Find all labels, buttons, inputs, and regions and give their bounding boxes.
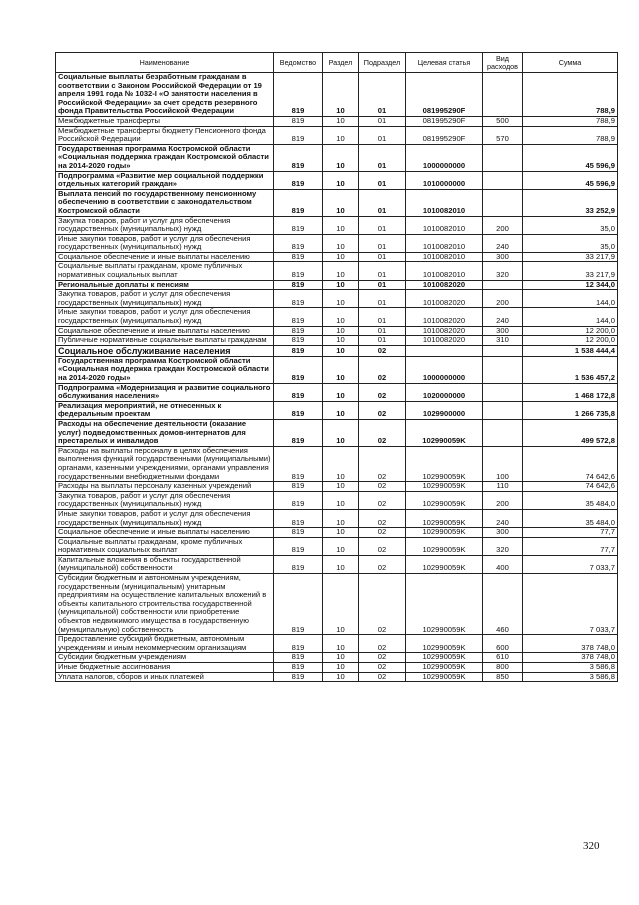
- cell-dept: 819: [274, 144, 323, 171]
- cell-dept: 819: [274, 290, 323, 308]
- cell-subsection: 02: [359, 383, 406, 401]
- cell-kind: [483, 280, 523, 290]
- cell-section: 10: [323, 356, 359, 383]
- cell-dept: 819: [274, 116, 323, 126]
- cell-subsection: 01: [359, 216, 406, 234]
- cell-subsection: 02: [359, 401, 406, 419]
- cell-target: 1010082010: [406, 216, 483, 234]
- cell-name: Межбюджетные трансферты бюджету Пенсионного фонда Российской Федерации: [56, 126, 274, 144]
- table-header-row: [56, 53, 618, 73]
- cell-name: Публичные нормативные социальные выплаты гражданам: [56, 336, 274, 346]
- cell-section: 10: [323, 280, 359, 290]
- cell-dept: 819: [274, 401, 323, 419]
- cell-kind: [483, 401, 523, 419]
- cell-section: 10: [323, 308, 359, 326]
- cell-dept: 819: [274, 326, 323, 336]
- cell-subsection: 02: [359, 663, 406, 673]
- cell-subsection: 01: [359, 326, 406, 336]
- cell-kind: 610: [483, 653, 523, 663]
- cell-name: Капитальные вложения в объекты государственной (муниципальной) собственности: [56, 555, 274, 573]
- cell-sum: 499 572,8: [523, 419, 618, 446]
- cell-section: 10: [323, 336, 359, 346]
- cell-subsection: 02: [359, 574, 406, 635]
- cell-section: 10: [323, 635, 359, 653]
- table-body: [56, 73, 618, 682]
- cell-name: Иные бюджетные ассигнования: [56, 663, 274, 673]
- table-row: [56, 383, 618, 401]
- cell-sum: 35,0: [523, 234, 618, 252]
- cell-sum: 1 536 457,2: [523, 356, 618, 383]
- table-row: [56, 308, 618, 326]
- cell-kind: 240: [483, 234, 523, 252]
- cell-target: 081995290F: [406, 126, 483, 144]
- cell-name: Выплата пенсий по государственному пенсионному обеспечению в соответствии с законодательством Костромской области: [56, 189, 274, 216]
- cell-subsection: 01: [359, 171, 406, 189]
- cell-name: Реализация мероприятий, не отнесенных к федеральным проектам: [56, 401, 274, 419]
- table-row: [56, 509, 618, 527]
- cell-kind: 100: [483, 446, 523, 481]
- cell-dept: 819: [274, 234, 323, 252]
- cell-target: 1000000000: [406, 356, 483, 383]
- cell-sum: 7 033,7: [523, 574, 618, 635]
- cell-dept: 819: [274, 528, 323, 538]
- table-row: [56, 401, 618, 419]
- cell-kind: 110: [483, 482, 523, 492]
- cell-section: 10: [323, 528, 359, 538]
- cell-name: Социальное обеспечение и иные выплаты населению: [56, 528, 274, 538]
- cell-subsection: 01: [359, 252, 406, 262]
- cell-dept: 819: [274, 216, 323, 234]
- cell-dept: 819: [274, 252, 323, 262]
- cell-name: Социальное обеспечение и иные выплаты населению: [56, 326, 274, 336]
- table-row: [56, 290, 618, 308]
- cell-dept: 819: [274, 555, 323, 573]
- cell-name: Иные закупки товаров, работ и услуг для обеспечения государственных (муниципальных) нужд: [56, 234, 274, 252]
- cell-dept: 819: [274, 491, 323, 509]
- cell-name: Субсидии бюджетным учреждениям: [56, 653, 274, 663]
- cell-section: 10: [323, 252, 359, 262]
- cell-subsection: 01: [359, 308, 406, 326]
- cell-section: 10: [323, 290, 359, 308]
- cell-target: 1010082010: [406, 252, 483, 262]
- table-row: [56, 171, 618, 189]
- cell-subsection: 02: [359, 356, 406, 383]
- table-row: [56, 189, 618, 216]
- cell-kind: 570: [483, 126, 523, 144]
- cell-sum: 1 468 172,8: [523, 383, 618, 401]
- cell-subsection: 01: [359, 262, 406, 280]
- cell-section: 10: [323, 234, 359, 252]
- cell-subsection: 02: [359, 555, 406, 573]
- cell-sum: 378 748,0: [523, 635, 618, 653]
- cell-section: 10: [323, 401, 359, 419]
- cell-sum: 144,0: [523, 290, 618, 308]
- table-row: [56, 126, 618, 144]
- cell-section: 10: [323, 216, 359, 234]
- cell-section: 10: [323, 326, 359, 336]
- cell-dept: 819: [274, 383, 323, 401]
- cell-subsection: 02: [359, 635, 406, 653]
- cell-name: Предоставление субсидий бюджетным, автономным учреждениям и иным некоммерческим организациям: [56, 635, 274, 653]
- cell-sum: 74 642,6: [523, 446, 618, 481]
- cell-subsection: 02: [359, 419, 406, 446]
- cell-kind: 310: [483, 336, 523, 346]
- table-row: [56, 555, 618, 573]
- table-row: [56, 663, 618, 673]
- cell-name: Уплата налогов, сборов и иных платежей: [56, 672, 274, 682]
- cell-section: 10: [323, 116, 359, 126]
- cell-subsection: 02: [359, 653, 406, 663]
- cell-name: Иные закупки товаров, работ и услуг для обеспечения государственных (муниципальных) нужд: [56, 509, 274, 527]
- header-target: Целевая статья: [406, 53, 483, 73]
- cell-sum: 35 484,0: [523, 509, 618, 527]
- cell-name: Социальное обеспечение и иные выплаты населению: [56, 252, 274, 262]
- cell-name: Подпрограмма «Модернизация и развитие социального обслуживания населения»: [56, 383, 274, 401]
- header-section: Раздел: [323, 53, 359, 73]
- cell-subsection: 02: [359, 509, 406, 527]
- cell-kind: [483, 383, 523, 401]
- cell-subsection: 01: [359, 73, 406, 117]
- table-row: [56, 345, 618, 356]
- cell-subsection: 02: [359, 345, 406, 356]
- cell-section: 10: [323, 555, 359, 573]
- cell-kind: 200: [483, 491, 523, 509]
- cell-sum: 77,7: [523, 528, 618, 538]
- cell-dept: 819: [274, 635, 323, 653]
- cell-sum: 144,0: [523, 308, 618, 326]
- cell-dept: 819: [274, 171, 323, 189]
- cell-kind: [483, 345, 523, 356]
- table-row: [56, 528, 618, 538]
- cell-target: 102990059K: [406, 653, 483, 663]
- cell-section: 10: [323, 491, 359, 509]
- cell-subsection: 01: [359, 280, 406, 290]
- cell-target: 102990059K: [406, 491, 483, 509]
- cell-sum: 788,9: [523, 116, 618, 126]
- cell-target: 1010082010: [406, 234, 483, 252]
- cell-dept: 819: [274, 189, 323, 216]
- cell-section: 10: [323, 126, 359, 144]
- cell-target: 1029900000: [406, 401, 483, 419]
- cell-kind: [483, 419, 523, 446]
- cell-name: Расходы на выплаты персоналу казенных учреждений: [56, 482, 274, 492]
- table-row: [56, 482, 618, 492]
- cell-target: 081995290F: [406, 116, 483, 126]
- cell-sum: 3 586,8: [523, 663, 618, 673]
- cell-subsection: 01: [359, 189, 406, 216]
- table-row: [56, 73, 618, 117]
- cell-section: 10: [323, 73, 359, 117]
- table-row: [56, 234, 618, 252]
- cell-name: Социальные выплаты безработным гражданам в соответствии с Законом Российской Федерации от 19 апреля 1991 года № 1032-I «О занятости населения в Российской Федерации» за счет средств резервного фонда Правительства Российской Федерации: [56, 73, 274, 117]
- cell-target: 1010082020: [406, 290, 483, 308]
- table-row: [56, 336, 618, 346]
- cell-section: 10: [323, 663, 359, 673]
- cell-name: Закупка товаров, работ и услуг для обеспечения государственных (муниципальных) нужд: [56, 290, 274, 308]
- cell-kind: 300: [483, 528, 523, 538]
- cell-section: 10: [323, 574, 359, 635]
- cell-subsection: 02: [359, 672, 406, 682]
- cell-kind: 300: [483, 326, 523, 336]
- table-row: [56, 356, 618, 383]
- header-name: Наименование: [56, 53, 274, 73]
- cell-kind: [483, 73, 523, 117]
- cell-name: Расходы на обеспечение деятельности (оказание услуг) подведомственных домов-интернатов для престарелых и инвалидов: [56, 419, 274, 446]
- cell-section: 10: [323, 419, 359, 446]
- cell-subsection: 01: [359, 290, 406, 308]
- cell-name: Региональные доплаты к пенсиям: [56, 280, 274, 290]
- cell-sum: 77,7: [523, 537, 618, 555]
- cell-target: 102990059K: [406, 635, 483, 653]
- cell-section: 10: [323, 482, 359, 492]
- cell-sum: 12 200,0: [523, 336, 618, 346]
- cell-section: 10: [323, 171, 359, 189]
- table-row: [56, 419, 618, 446]
- header-subsection: Подраздел: [359, 53, 406, 73]
- cell-name: Межбюджетные трансферты: [56, 116, 274, 126]
- cell-sum: 33 217,9: [523, 262, 618, 280]
- cell-kind: 460: [483, 574, 523, 635]
- cell-target: 102990059K: [406, 574, 483, 635]
- cell-section: 10: [323, 537, 359, 555]
- cell-sum: 45 596,9: [523, 171, 618, 189]
- cell-section: 10: [323, 345, 359, 356]
- cell-sum: 45 596,9: [523, 144, 618, 171]
- cell-kind: [483, 189, 523, 216]
- cell-dept: 819: [274, 509, 323, 527]
- cell-kind: 800: [483, 663, 523, 673]
- cell-kind: 200: [483, 216, 523, 234]
- table-row: [56, 262, 618, 280]
- table-row: [56, 116, 618, 126]
- cell-kind: 500: [483, 116, 523, 126]
- cell-target: 1020000000: [406, 383, 483, 401]
- cell-subsection: 02: [359, 528, 406, 538]
- cell-target: 102990059K: [406, 537, 483, 555]
- cell-sum: 788,9: [523, 126, 618, 144]
- budget-table: [55, 52, 618, 682]
- cell-sum: 3 586,8: [523, 672, 618, 682]
- cell-target: 102990059K: [406, 482, 483, 492]
- cell-kind: 300: [483, 252, 523, 262]
- cell-kind: 600: [483, 635, 523, 653]
- cell-target: 1010000000: [406, 171, 483, 189]
- cell-subsection: 01: [359, 116, 406, 126]
- cell-subsection: 01: [359, 126, 406, 144]
- cell-sum: 35 484,0: [523, 491, 618, 509]
- cell-target: 102990059K: [406, 672, 483, 682]
- cell-section: 10: [323, 653, 359, 663]
- cell-dept: 819: [274, 574, 323, 635]
- cell-sum: 788,9: [523, 73, 618, 117]
- cell-dept: 819: [274, 672, 323, 682]
- cell-target: 102990059K: [406, 663, 483, 673]
- cell-dept: 819: [274, 356, 323, 383]
- header-kind: Вид расходов: [483, 53, 523, 73]
- header-sum: Сумма: [523, 53, 618, 73]
- table-row: [56, 574, 618, 635]
- cell-subsection: 01: [359, 234, 406, 252]
- cell-target: 102990059K: [406, 528, 483, 538]
- cell-target: 102990059K: [406, 419, 483, 446]
- cell-section: 10: [323, 509, 359, 527]
- cell-dept: 819: [274, 446, 323, 481]
- cell-dept: 819: [274, 262, 323, 280]
- cell-target: 102990059K: [406, 446, 483, 481]
- cell-dept: 819: [274, 280, 323, 290]
- cell-sum: 35,0: [523, 216, 618, 234]
- cell-name: Подпрограмма «Развитие мер социальной поддержки отдельных категорий граждан»: [56, 171, 274, 189]
- table-row: [56, 635, 618, 653]
- cell-dept: 819: [274, 345, 323, 356]
- cell-section: 10: [323, 144, 359, 171]
- cell-dept: 819: [274, 336, 323, 346]
- cell-section: 10: [323, 672, 359, 682]
- cell-subsection: 02: [359, 491, 406, 509]
- table-row: [56, 144, 618, 171]
- cell-dept: 819: [274, 419, 323, 446]
- cell-name: Государственная программа Костромской области «Социальная поддержка граждан Костромской области на 2014-2020 годы»: [56, 144, 274, 171]
- cell-sum: 12 344,0: [523, 280, 618, 290]
- cell-dept: 819: [274, 537, 323, 555]
- table-row: [56, 537, 618, 555]
- cell-target: 1010082010: [406, 262, 483, 280]
- cell-target: 1010082020: [406, 326, 483, 336]
- cell-subsection: 01: [359, 144, 406, 171]
- cell-name: Социальные выплаты гражданам, кроме публичных нормативных социальных выплат: [56, 537, 274, 555]
- cell-section: 10: [323, 189, 359, 216]
- cell-kind: 200: [483, 290, 523, 308]
- cell-name: Закупка товаров, работ и услуг для обеспечения государственных (муниципальных) нужд: [56, 491, 274, 509]
- cell-name: Социальное обслуживание населения: [56, 345, 274, 356]
- cell-target: 102990059K: [406, 509, 483, 527]
- cell-kind: 240: [483, 308, 523, 326]
- cell-section: 10: [323, 262, 359, 280]
- cell-subsection: 02: [359, 482, 406, 492]
- cell-target: 102990059K: [406, 555, 483, 573]
- cell-sum: 33 217,9: [523, 252, 618, 262]
- cell-kind: 240: [483, 509, 523, 527]
- cell-name: Иные закупки товаров, работ и услуг для обеспечения государственных (муниципальных) нужд: [56, 308, 274, 326]
- cell-subsection: 02: [359, 537, 406, 555]
- cell-section: 10: [323, 446, 359, 481]
- cell-target: 1000000000: [406, 144, 483, 171]
- budget-document: [55, 52, 617, 682]
- cell-kind: 400: [483, 555, 523, 573]
- cell-target: 1010082010: [406, 189, 483, 216]
- header-dept: Ведомство: [274, 53, 323, 73]
- cell-dept: 819: [274, 663, 323, 673]
- cell-dept: 819: [274, 482, 323, 492]
- cell-name: Государственная программа Костромской области «Социальная поддержка граждан Костромской области на 2014-2020 годы»: [56, 356, 274, 383]
- table-row: [56, 216, 618, 234]
- cell-dept: 819: [274, 126, 323, 144]
- cell-target: 1010082020: [406, 280, 483, 290]
- cell-sum: 74 642,6: [523, 482, 618, 492]
- table-row: [56, 446, 618, 481]
- cell-kind: [483, 144, 523, 171]
- cell-kind: 320: [483, 262, 523, 280]
- page-number: 320: [583, 840, 600, 852]
- cell-kind: [483, 356, 523, 383]
- cell-dept: 819: [274, 308, 323, 326]
- cell-sum: 378 748,0: [523, 653, 618, 663]
- cell-subsection: 02: [359, 446, 406, 481]
- cell-name: Социальные выплаты гражданам, кроме публичных нормативных социальных выплат: [56, 262, 274, 280]
- cell-name: Закупка товаров, работ и услуг для обеспечения государственных (муниципальных) нужд: [56, 216, 274, 234]
- table-row: [56, 672, 618, 682]
- cell-sum: 12 200,0: [523, 326, 618, 336]
- cell-section: 10: [323, 383, 359, 401]
- cell-kind: 850: [483, 672, 523, 682]
- cell-target: [406, 345, 483, 356]
- cell-name: Субсидии бюджетным и автономным учреждениям, государственным (муниципальным) унитарным предприятиям на осуществление капитальных вложений в объекты капитального строительства государственной (муниципальной) собственности или приобретение объектов недвижимого имущества в государственную (муниципальную) собственность: [56, 574, 274, 635]
- cell-sum: 1 538 444,4: [523, 345, 618, 356]
- cell-target: 1010082020: [406, 336, 483, 346]
- cell-dept: 819: [274, 73, 323, 117]
- cell-dept: 819: [274, 653, 323, 663]
- cell-kind: 320: [483, 537, 523, 555]
- cell-name: Расходы на выплаты персоналу в целях обеспечения выполнения функций государственными (муниципальными) органами, казенными учреждениями, органами управления государственными внебюджетными фондами: [56, 446, 274, 481]
- cell-subsection: 01: [359, 336, 406, 346]
- cell-target: 1010082020: [406, 308, 483, 326]
- cell-sum: 7 033,7: [523, 555, 618, 573]
- cell-sum: 1 266 735,8: [523, 401, 618, 419]
- cell-kind: [483, 171, 523, 189]
- cell-target: 081995290F: [406, 73, 483, 117]
- cell-sum: 33 252,9: [523, 189, 618, 216]
- table-row: [56, 491, 618, 509]
